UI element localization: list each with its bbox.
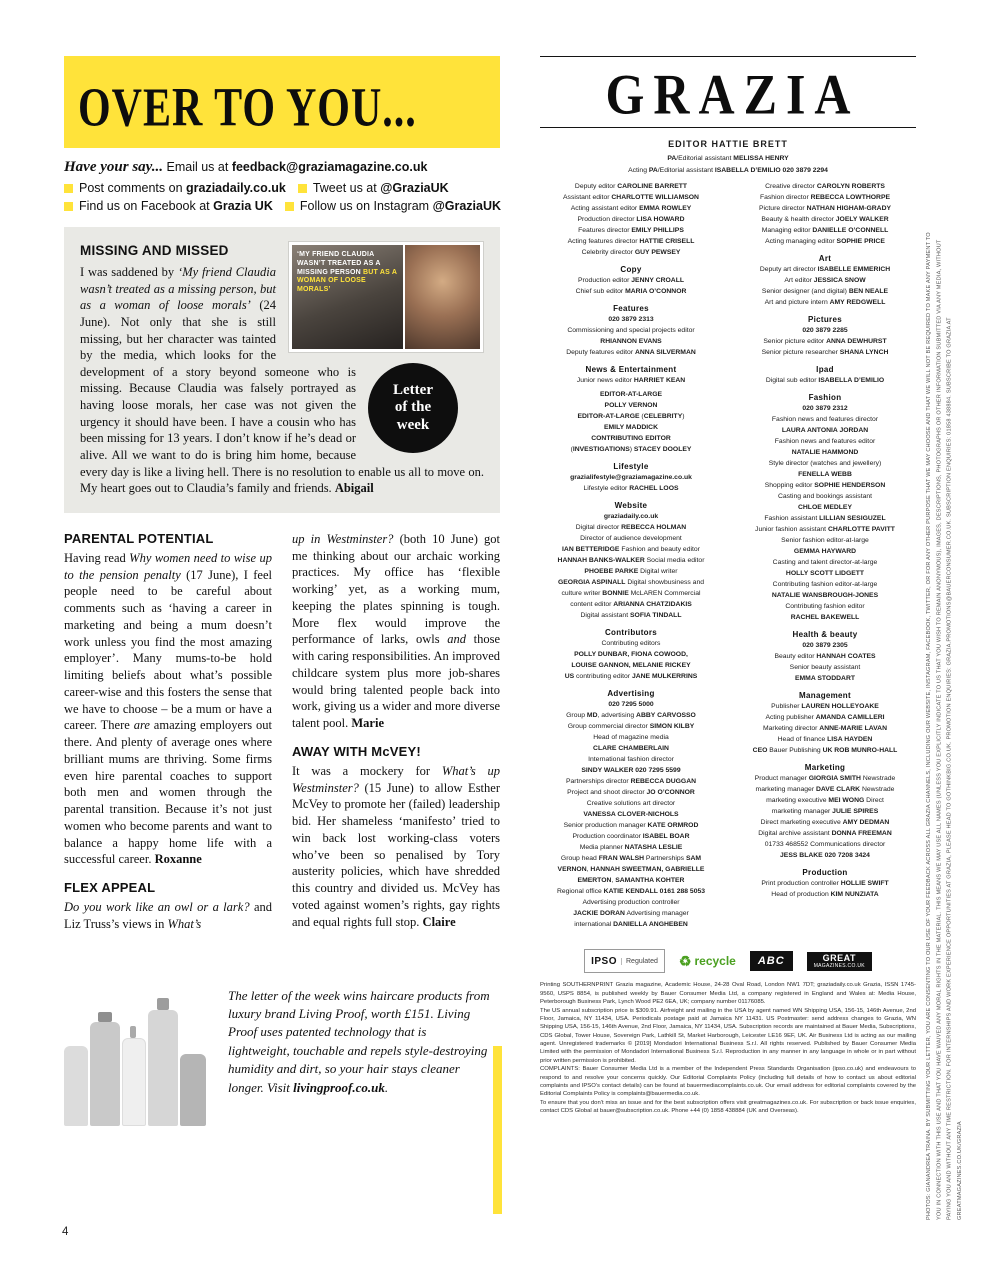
clipping-photo (405, 245, 480, 349)
text-line: Publisher LAUREN HOLLEYOAKE (771, 703, 879, 711)
letter-body: It was a mockery for What’s up Westminster? (15 June) to allow Esther McVey to promote her (failed) leadership bid. Her shameless ‘manifesto’ tried to win back lost working-class voters who’ve been so penalised by Tory austerity policies, which have shredded this country and divided us. McVey has voted against women’s rights, gay rights and equal rights full stop. Claire (292, 763, 500, 929)
text-line: culture writer BONNIE McLAREN Commercial (561, 590, 701, 598)
text-line: Casting and talent director-at-large (772, 559, 878, 567)
legal-paragraph: To ensure that you don’t miss an issue and for the best subscription offers visit greatmagazines.co.uk. For subscription or back issue enquiries, contact CDS Global at bauer@subscription.co.uk. Phone +44 (0) 1858 438884 (UK and Overseas). (540, 1099, 916, 1115)
prize-block (64, 961, 500, 1129)
text-line: Advertising production controller (582, 899, 680, 907)
text-line: RACHEL BAKEWELL (790, 614, 860, 622)
section-heading: FLEX APPEAL (64, 880, 156, 895)
text-line: JACKIE DORAN Advertising manager (573, 910, 689, 918)
product-bottle (122, 1038, 146, 1126)
text-line: Project and shoot director JO O’CONNOR (567, 789, 695, 797)
text-line: FENELLA WEBB (798, 471, 852, 479)
masthead-section (734, 181, 916, 247)
ipso-logo (584, 949, 665, 973)
email-line: Email us at feedback@graziamagazine.co.uk (166, 160, 428, 174)
yellow-accent-bar (493, 1046, 502, 1214)
social-line-instagram: Follow us on Instagram @GraziaUK (299, 199, 502, 213)
product-bottle (148, 1010, 178, 1126)
abc-logo: ABC (750, 951, 793, 971)
text-line: Casting and bookings assistant (777, 493, 873, 501)
letter (64, 880, 272, 933)
bullet-square-icon (64, 184, 73, 193)
text-line: Style director (watches and jewellery) (768, 460, 882, 468)
text-line: EDITOR-AT-LARGE (CELEBRITY) (577, 413, 685, 421)
text-line: Print production controller HOLLIE SWIFT (761, 880, 889, 888)
clipping-headline-yellow: BUT AS A WOMAN OF LOOSE MORALS’ (297, 268, 397, 293)
text-line: Fashion assistant LILLIAN SESIGUZEL (764, 515, 886, 523)
vertical-legal-text: PHOTOS: GIANANDREA TRAINA. BY SUBMITTING YOUR LETTER, YOU ARE CONSENTING TO OUR USE OF YOUR FEEDBACK ACROSS ALL GRAZIA CHANNELS, INCLUDING OUR WEBSITE, INSTAGRAM, FACEBOOK, TWITTER, OR FOR ANY OTHER PURPOSE THAT WE MAY CHOOSE AND THAT WE WILL NOT BE REQUIRED TO MAKE ANY PAYMENT TO YOU IN CONNECTION WITH THIS USE AND THAT YOU HAVE WAIVED ANY MORAL RIGHTS IN THE MATERIAL. THIS MEANS WE MAY USE ALL NAMES (UNLESS YOU EXPLICITLY INDICATE TO US THAT YOU WISH TO REMAIN ANONYMOUS), IMAGES, DESCRIPTIONS, PHOTOGRAPHS OR OTHER INFORMATION SUBMITTED VIA ANY MEDIA, WITHOUT PAYING YOU AND WITHOUT ANY TIME RESTRICTION. FOR INTERNSHIPS AND WORK EXPERIENCE OPPORTUNITIES AT GRAZIA, PLEASE HEAD TO GOTHINKBIG.CO.UK. PROMOTION ENQUIRIES: GRAZIA.PROMOTIONS@BAUERCONSUMER.CO.UK. SUBSCRIPTION ENQUIRIES: 01858 438884. SUBSCRIBE TO GRAZIA AT GREATMAGAZINES.CO.UK/GRAZIA (926, 232, 964, 1220)
masthead-column-left (540, 181, 722, 933)
bullet-square-icon (64, 202, 73, 211)
ipso-wordmark: IPSO (591, 955, 617, 967)
text-line: Contributing fashion editor (785, 603, 865, 611)
text-line: PA/Editorial assistant MELISSA HENRY (667, 155, 789, 163)
ipso-regulated-label: Regulated (621, 958, 658, 965)
masthead-section (734, 315, 916, 358)
section-heading: Copy (620, 265, 642, 275)
social-line-facebook: Find us on Facebook at Grazia UK (79, 199, 273, 213)
text-line: Junior news editor HARRIET KEAN (576, 377, 686, 385)
text-line: EDITOR HATTIE BRETT (668, 139, 788, 149)
text-line: Creative director CAROLYN ROBERTS (765, 183, 885, 191)
text-line: graziadaily.co.uk (603, 513, 659, 521)
text-line: Media planner NATASHA LESLIE (579, 844, 683, 852)
section-heading: Pictures (808, 315, 842, 325)
product-bottle (64, 1046, 88, 1126)
letter-body: Having read Why women need to wise up to the pension penalty (17 June), I feel people need to be careful about comments such as ‘having a career in marketing and being a mum doesn’t work unless you find the most amazing employer’. Many mums-to-be hold limiting beliefs about what’s possible career-wise and this fosters the sense that we have to choose – be a mum or have a career. There are amazing employers out there. And plenty of average ones where brilliant mums are thriving. Some firms even hire parental coaches to support both men and women through the parental transition. Because it’s not just women who become parents and want to balance a happy home life with a successful career. Roxanne (64, 550, 273, 867)
text-line: Marketing director ANNE-MARIE LAVAN (762, 725, 887, 733)
text-line: Assistant editor CHARLOTTE WILLIAMSON (563, 194, 699, 202)
text-line: Fashion director REBECCA LOWTHORPE (759, 194, 891, 202)
section-heading: Health & beauty (792, 630, 858, 640)
text-line: 01733 468552 Communications director (764, 841, 886, 849)
text-line: Beauty & health director JOELY WALKER (761, 216, 889, 224)
text-line: Digital archive assistant DONNA FREEMAN (758, 830, 892, 838)
text-line: HOLLY SCOTT LIDGETT (785, 570, 865, 578)
text-line: Lifestyle editor RACHEL LOOS (583, 485, 679, 493)
text-line: SINDY WALKER 020 7295 5599 (581, 767, 681, 775)
text-line: GEMMA HAYWARD (793, 548, 857, 556)
section-heading: Lifestyle (613, 462, 649, 472)
page-header (64, 56, 500, 148)
text-line: Senior designer (and digital) BEN NEALE (761, 288, 889, 296)
masthead (540, 56, 916, 1115)
letters-section (64, 531, 500, 945)
text-line: Acting features director HATTIE CRISELL (567, 238, 695, 246)
text-line: Digital assistant SOFIA TINDALL (580, 612, 682, 620)
masthead-columns (540, 181, 916, 933)
text-line: CLARE CHAMBERLAIN (593, 745, 669, 753)
text-line: Group head FRAN WALSH Partnerships SAM (560, 855, 702, 863)
text-line: Senior picture researcher SHANA LYNCH (761, 349, 889, 357)
section-heading: Marketing (804, 763, 846, 773)
text-line: Senior beauty assistant (789, 664, 861, 672)
text-line: CONTRIBUTING EDITOR (591, 435, 671, 443)
social-line-comments: Post comments on graziadaily.co.uk (79, 181, 286, 195)
text-line: Group commercial director SIMON KILBY (567, 723, 695, 731)
text-line: Director of audience development (580, 535, 682, 543)
prize-text: The letter of the week wins haircare products from luxury brand Living Proof, worth £151. Living Proof uses patented technology that is lightweight, touchable and repels style-destroying humidity and dirt, so your hair stays cleaner longer. Visit livingproof.co.uk. (228, 987, 490, 1095)
text-line: EMILY MADDICK (603, 424, 658, 432)
text-line: grazialifestyle@graziamagazine.co.uk (570, 474, 692, 482)
great-magazines-logo (807, 952, 872, 971)
text-line: Acting publisher AMANDA CAMILLERI (765, 714, 885, 722)
text-line: GEORGIA ASPINALL Digital showbusiness and (557, 579, 705, 587)
text-line: Deputy features editor ANNA SILVERMAN (566, 349, 696, 357)
masthead-section (734, 763, 916, 861)
text-line: Head of magazine media (593, 734, 669, 742)
section-heading: PARENTAL POTENTIAL (64, 530, 214, 546)
letter-of-the-week-badge (368, 363, 458, 453)
letter (292, 744, 500, 931)
recycle-icon: ♻ (678, 953, 692, 970)
text-line: 020 3879 2285 (802, 327, 848, 335)
text-line: Chief sub editor MARIA O’CONNOR (575, 288, 687, 296)
product-bottle (180, 1054, 206, 1126)
text-line: marketing manager JULIE SPIRES (771, 808, 879, 816)
badge-line: of the (394, 399, 432, 416)
letter-body: I was saddened by ‘My friend Claudia wasn’t treated as a missing person, but as a woman of loose morals’ (24 June). Not only that she is still missing, but her character was tainted by the media, which looks for the development of a story beyond someone who is missing. Because Claudia was falsely portrayed as having loose morals, her case was not given the urgency it should have been. I have a cousin who has been missing for 13 years. I don’t know if he’s dead or alive. All we want to do is bring him home, because every day is like a living hell. There is no resolution to enable us all to move on. My heart goes out to Claudia’s family and friends. Abigail (80, 265, 484, 496)
text-line: PHOEBE PARKE Digital writer (584, 568, 678, 576)
masthead-section (734, 630, 916, 684)
text-line: marketing manager DAVE CLARK Newstrade (755, 786, 895, 794)
text-line: POLLY DUNBAR, FIONA COWOOD, (574, 651, 688, 659)
section-heading: Art (818, 254, 832, 264)
masthead-section (540, 365, 722, 386)
text-line: Acting assistant editor EMMA ROWLEY (570, 205, 692, 213)
text-line: Junior fashion assistant CHARLOTTE PAVITT (755, 526, 895, 534)
great-magazines-url: MAGAZINES.CO.UK (813, 962, 865, 969)
badge-line: week (396, 416, 430, 433)
text-line: Head of production KIM NUNZIATA (771, 891, 879, 899)
text-line: Senior picture editor ANNA DEWHURST (763, 338, 887, 346)
letter (292, 531, 500, 732)
clipping-headline (297, 251, 398, 295)
letter-clipping-image (288, 241, 484, 353)
text-line: 020 3879 2305 (802, 642, 848, 650)
masthead-section (540, 501, 722, 621)
letter (64, 531, 272, 868)
letter-body: Do you work like an owl or a lark? and Liz Truss’s views in What’s (64, 900, 272, 931)
letter-heading: MISSING AND MISSED (80, 243, 229, 258)
letters-column-1 (64, 531, 272, 945)
bullet-square-icon (285, 202, 294, 211)
bottle-pump (130, 1026, 136, 1038)
text-line: 020 7295 5000 (608, 701, 654, 709)
page-title: OVER TO YOU... (78, 77, 417, 139)
clipping-headline-white: ‘MY FRIEND CLAUDIA WASN’T TREATED AS A MISSING PERSON (297, 251, 381, 276)
recycle-label: recycle (694, 954, 736, 969)
masthead-section (734, 365, 916, 386)
badge-line: Letter (393, 382, 433, 399)
magazine-clipping (288, 241, 484, 353)
legal-paragraph: COMPLAINTS: Bauer Consumer Media Ltd is a member of the Independent Press Standards Organisation (ipso.co.uk) and endeavours to respond to and resolve your concerns quickly. Our Editorial Complaints Policy (including full details of how to contact us about editorial complaints and IPSO’s contact details) can be found at bauermediacomplaints.co.uk. Our email address for editorial complaints covered by the Editorial Complaints Policy is complaints@bauermedia.co.uk. (540, 1066, 916, 1098)
contact-line-2 (64, 181, 500, 195)
legal-small-print (540, 981, 916, 1115)
prize-products-image (64, 961, 214, 1126)
text-line: Features director EMILY PHILLIPS (578, 227, 684, 235)
text-line: Production coordinator ISABEL BOAR (572, 833, 690, 841)
grazia-logo: GRAZIA (605, 61, 860, 127)
letters-page-column (64, 56, 500, 1129)
text-line: (INVESTIGATIONS) STACEY DOOLEY (570, 446, 692, 454)
legal-paragraph: Printing SOUTHERNPRINT Grazia magazine, Academic House, 24-28 Oval Road, London NW1 7DT; graziadaily.co.uk Grazia, ISSN 1745-9560, USPS 8854, is published weekly by Bauer Consumer Media Ltd, a company registered in England and Wales at: Media House, Peterborough Business Park, Lynch Wood PE2 6EA, UK; company number 01176085. (540, 982, 916, 1006)
text-line: Art and picture intern AMY REDGWELL (764, 299, 886, 307)
text-line: IAN BETTERIDGE Fashion and beauty editor (562, 546, 700, 554)
text-line: NATALIE WANSBROUGH-JONES (771, 592, 879, 600)
text-line: Head of finance LISA HAYDEN (777, 736, 873, 744)
product-bottle (90, 1022, 120, 1126)
text-line: LOUISE GANNON, MELANIE RICKEY (571, 662, 691, 670)
text-line: Acting PA/Editorial assistant ISABELLA D’EMILIO 020 3879 2294 (628, 166, 828, 174)
text-line: CEO Bauer Publishing UK ROB MUNRO-HALL (752, 747, 898, 755)
text-line: international DANIELLA ANGHEBEN (574, 921, 688, 929)
section-heading: Ipad (816, 365, 834, 375)
section-heading: News & Entertainment (585, 365, 677, 375)
text-line: EDITOR-AT-LARGE (599, 391, 663, 399)
section-heading: Management (799, 691, 851, 701)
letter-body: up in Westminster? (both 10 June) got me thinking about our archaic working practices. My office has ‘flexible working’ yet, as a working mum, keeping the plates spinning is tough. More flex would improve the performance of larks, owls and those with caring responsibilities. An improved childcare system plus more job-shares would bring talented people back into work, giving us a wider and more diverse talent pool. Marie (292, 531, 501, 730)
masthead-section (734, 691, 916, 756)
text-line: Celebrity director GUY PEWSEY (581, 249, 681, 257)
section-heading: Fashion (808, 393, 842, 403)
text-line: Shopping editor SOPHIE HENDERSON (764, 482, 886, 490)
social-line-twitter: Tweet us at @GraziaUK (312, 181, 449, 195)
bottle-cap (157, 998, 169, 1010)
editor-block (540, 137, 916, 176)
masthead-section (540, 689, 722, 930)
contact-line-1 (64, 159, 500, 176)
text-line: International fashion director (588, 756, 674, 764)
text-line: 020 3879 2313 (608, 316, 654, 324)
text-line: Commissioning and special projects editor (567, 327, 695, 335)
text-line: EMMA STODDART (794, 675, 856, 683)
text-line: CHLOE MEDLEY (797, 504, 852, 512)
text-line: VERNON, HANNAH SWEETMAN, GABRIELLE (557, 866, 705, 874)
text-line: marketing executive MEI WONG Direct (766, 797, 884, 805)
text-line: Digital sub editor ISABELLA D’EMILIO (765, 377, 885, 385)
section-heading: AWAY WITH McVEY! (292, 743, 421, 759)
text-line: Product manager GIORGIA SMITH Newstrade (754, 775, 896, 783)
masthead-section (734, 393, 916, 623)
text-line: Direct marketing executive AMY DEDMAN (760, 819, 890, 827)
text-line: Art editor JESSICA SNOW (784, 277, 866, 285)
text-line: NATALIE HAMMOND (791, 449, 859, 457)
section-heading: Contributors (604, 628, 658, 638)
masthead-column-right (734, 181, 916, 903)
masthead-top-rule (540, 56, 916, 57)
text-line: US contributing editor JANE MULKERRINS (564, 673, 698, 681)
contact-line-3 (64, 199, 500, 213)
masthead-section (540, 181, 722, 258)
text-line: Partnerships director REBECCA DUGGAN (565, 778, 697, 786)
letter-of-the-week (64, 227, 500, 513)
bottle-cap (98, 1012, 112, 1022)
text-line: LAURA ANTONIA JORDAN (781, 427, 869, 435)
text-line: Acting managing editor SOPHIE PRICE (765, 238, 885, 246)
masthead-section (540, 265, 722, 297)
text-line: Creative solutions art director (586, 800, 676, 808)
section-heading: Advertising (607, 689, 655, 699)
text-line: Deputy editor CAROLINE BARRETT (574, 183, 688, 191)
masthead-section (540, 137, 916, 176)
great-label: GREAT (822, 952, 856, 963)
text-line: Digital director REBECCA HOLMAN (575, 524, 687, 532)
masthead-section (540, 628, 722, 682)
letters-column-2 (292, 531, 500, 945)
masthead-section (540, 462, 722, 494)
section-heading: Production (802, 868, 848, 878)
text-line: Senior production manager KATE ORMROD (563, 822, 699, 830)
contact-block (64, 159, 500, 213)
section-heading: Features (613, 304, 649, 314)
text-line: Beauty editor HANNAH COATES (774, 653, 876, 661)
masthead-section (734, 868, 916, 900)
masthead-section (540, 304, 722, 358)
text-line: Production director LISA HOWARD (577, 216, 685, 224)
text-line: 020 3879 2312 (802, 405, 848, 413)
text-line: content editor ARIANNA CHATZIDAKIS (570, 601, 692, 609)
text-line: HANNAH BANKS-WALKER Social media editor (557, 557, 705, 565)
masthead-section (540, 389, 722, 455)
logos-row (540, 949, 916, 973)
text-line: JESS BLAKE 020 7208 3424 (780, 852, 870, 860)
clipping-headline-area (292, 245, 403, 349)
have-your-say-label: Have your say... (64, 159, 164, 175)
text-line: Deputy art director ISABELLE EMMERICH (759, 266, 891, 274)
section-heading: Website (614, 501, 648, 511)
text-line: Fashion news and features director (771, 416, 879, 424)
text-line: VANESSA CLOVER-NICHOLS (583, 811, 679, 819)
text-line: Regional office KATIE KENDALL 0161 288 5053 (556, 888, 706, 896)
bullet-square-icon (298, 184, 307, 193)
text-line: Picture director NATHAN HIGHAM-GRADY (758, 205, 892, 213)
text-line: RHIANNON EVANS (600, 338, 662, 346)
text-line: Senior fashion editor-at-large (781, 537, 869, 545)
text-line: Managing editor DANIELLE O’CONNELL (761, 227, 889, 235)
text-line: Contributing editors (601, 640, 661, 648)
text-line: EMERTON, SAMANTHA KOHTER (577, 877, 685, 885)
page-number: 4 (62, 1226, 69, 1238)
text-line: Fashion news and features editor (774, 438, 876, 446)
masthead-section (734, 254, 916, 308)
legal-paragraph: The US annual subscription price is $309.91. Airfreight and mailing in the USA by agent named WN Shipping USA, 156-15, 146th Avenue, 2nd Floor, Jamaica, NY 11434, USA. Periodicals postage paid at Jamaica NY 11431. US Postmaster: send address changes to Grazia, WN Shipping USA, 156-15, 146th Avenue, 2nd Floor, Jamaica, NY 11434, USA. Subscription records are maintained at Bauer Media, Subscriptions, CDS Global, Tower House, Sovereign Park, Lathkill St, Market Harborough, Leicester LE16 9EF, UK. Air Business Ltd is acting as our mailing agent. Unregistered trademarks © [2019] Mondadori International Business S.r.l. All rights reserved. Published by Bauer Consumer Media Limited with the permission of Mondadori International Business S.r.l. Reproduction in any manner in any language in whole or in part without prior written permission is prohibited. (540, 1007, 916, 1064)
text-line: Production editor JENNY CROALL (577, 277, 685, 285)
text-line: Contributing fashion editor-at-large (772, 581, 878, 589)
text-line: Group MD, advertising ABBY CARVOSSO (566, 712, 696, 720)
recycle-logo (679, 954, 736, 968)
text-line: POLLY VERNON (604, 402, 658, 410)
